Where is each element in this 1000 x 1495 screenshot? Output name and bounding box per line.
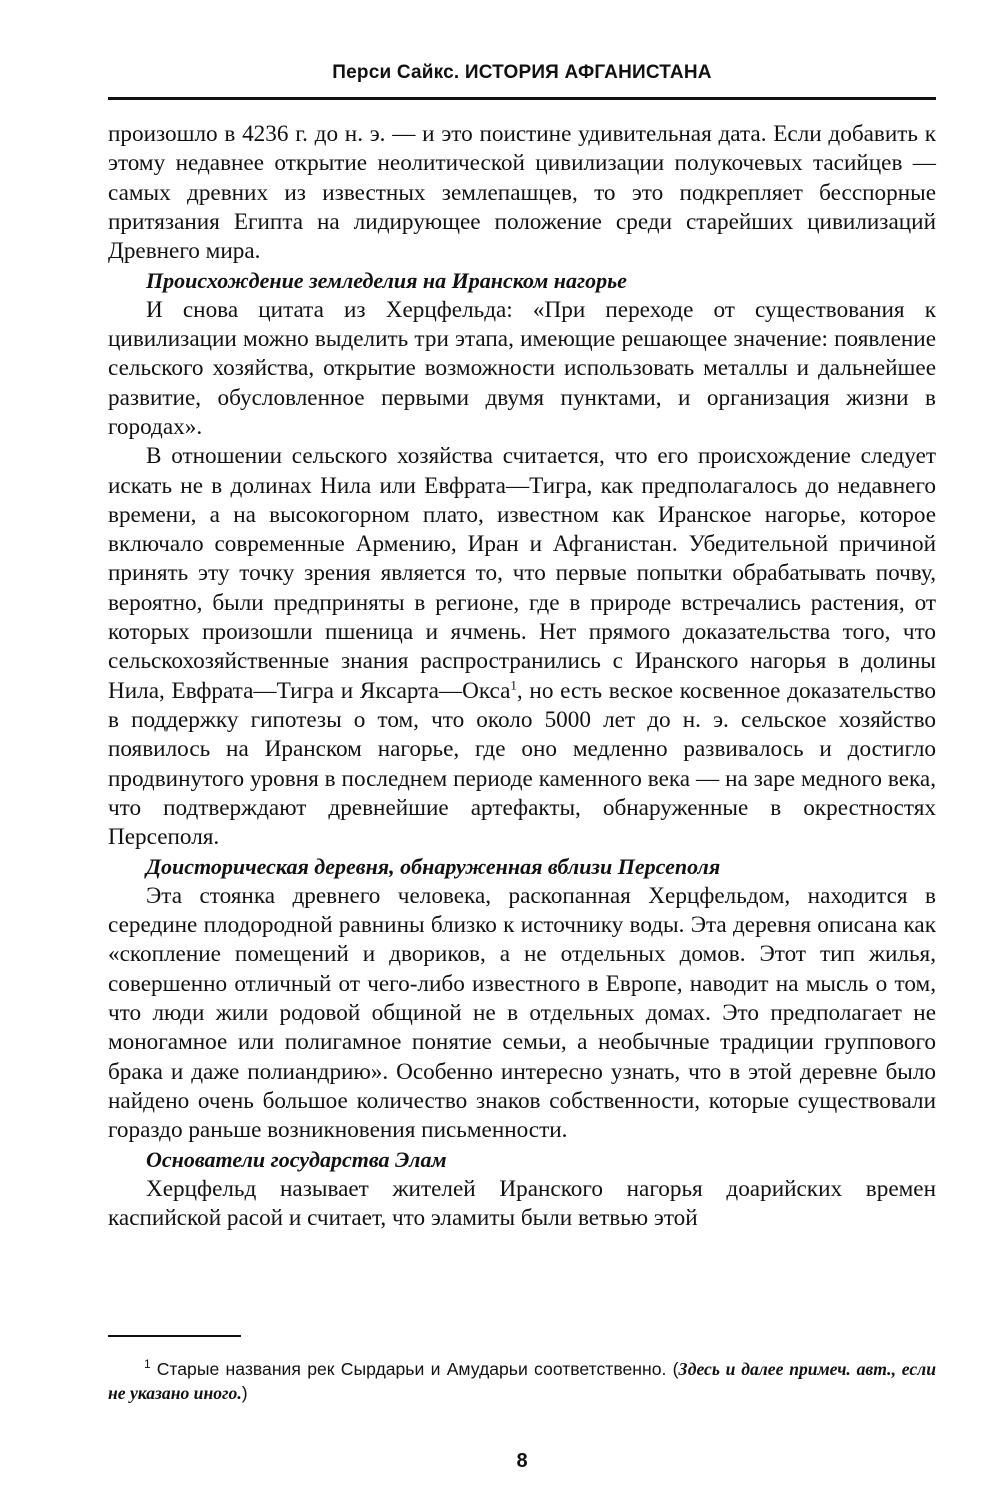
subheading-1: Происхождение земледелия на Иранском нагорье (146, 268, 627, 294)
footnote-close: ) (241, 1382, 248, 1403)
page-number: 8 (516, 1450, 528, 1472)
paragraph-2: И снова цитата из Херцфельда: «При переходе от существования к цивилизации можно выделить три этапа, имеющие решающее значение: появление сельского хозяйства, открытие возможности использовать металлы и дальнейшее развитие, обусловленное первыми двумя пунктами, и организация жизни в городах». (108, 296, 936, 440)
footnote-rule (108, 1335, 241, 1337)
subheading-2: Доисторическая деревня, обнаруженная вблизи Персеполя (146, 854, 721, 880)
footnote-text: Старые названия рек Сырдарьи и Амударьи соответственно. ( (156, 1358, 679, 1379)
footnote-note: Здесь и далее примеч. авт., если не указано иного. (108, 1358, 936, 1403)
footnote-marker: 1 (144, 1357, 151, 1371)
paragraph-3 (108, 442, 936, 852)
subheading-3: Основатели государства Элам (146, 1147, 447, 1173)
paragraph-3-part-b: , но есть веское косвенное доказательство в поддержку гипотезы о том, что около 5000 лет до н. э. сельское хозяйство появилось на Иранском нагорье, где оно медленно развивалось и достигло продвинутого уровня в последнем периоде каменного века — на заре медного века, что подтверждают древнейшие артефакты, обнаруженные в окрестностях Персеполя. (108, 677, 936, 851)
paragraph-4: Эта стоянка древнего человека, раскопанная Херцфельдом, находится в середине плодородной равнины близко к источнику воды. Эта деревня описана как «скопление помещений и двориков, а не отдельных домов. Этот тип жилья, совершенно отличный от чего-либо известного в Европе, наводит на мысль о том, что люди жили родовой общиной не в отдельных домах. Это предполагает не моногамное или полигамное понятие семьи, а необычные традиции группового брака и даже полиандрию». Особенно интересно узнать, что в этой деревне было найдено очень большое количество знаков собственности, которые существовали гораздо раньше возникновения письменности. (108, 882, 936, 1144)
paragraph-5: Херцфельд называет жителей Иранского нагорья доарийских времен каспийской расой и считает, что эламиты были ветвью этой (108, 1175, 936, 1231)
paragraph-1: произошло в 4236 г. до н. э. — и это поистине удивительная дата. Если добавить к этому недавнее открытие неолитической цивилизации полукочевых тасийцев — самых древних из известных землепашцев, то это подкрепляет бесспорные притязания Египта на лидирующее положение среди старейших цивилизаций Древнего мира. (108, 121, 936, 265)
paragraph-3-part-a: В отношении сельского хозяйства считается, что его происхождение следует искать не в долинах Нила или Евфрата—Тигра, как предполагалось до недавнего времени, а на высокогорном плато, известном как Иранское нагорье, которое включало современные Армению, Иран и Афганистан. Убедительной причиной принять эту точку зрения является то, что первые попытки обрабатывать почву, вероятно, были предприняты в регионе, где в природе встречались растения, от которых произошли пшеница и ячмень. Нет прямого доказательства того, что сельскохозяйственные знания распространились с Иранского нагорья в долины Нила, Евфрата—Тигра и Яксарта—Окса (108, 443, 936, 704)
page-body (108, 120, 936, 1233)
footnote (108, 1352, 936, 1405)
running-header: Перси Сайкс. ИСТОРИЯ АФГАНИСТАНА (332, 62, 712, 83)
footnote-reference: 1 (510, 676, 517, 692)
header-rule (108, 97, 936, 100)
